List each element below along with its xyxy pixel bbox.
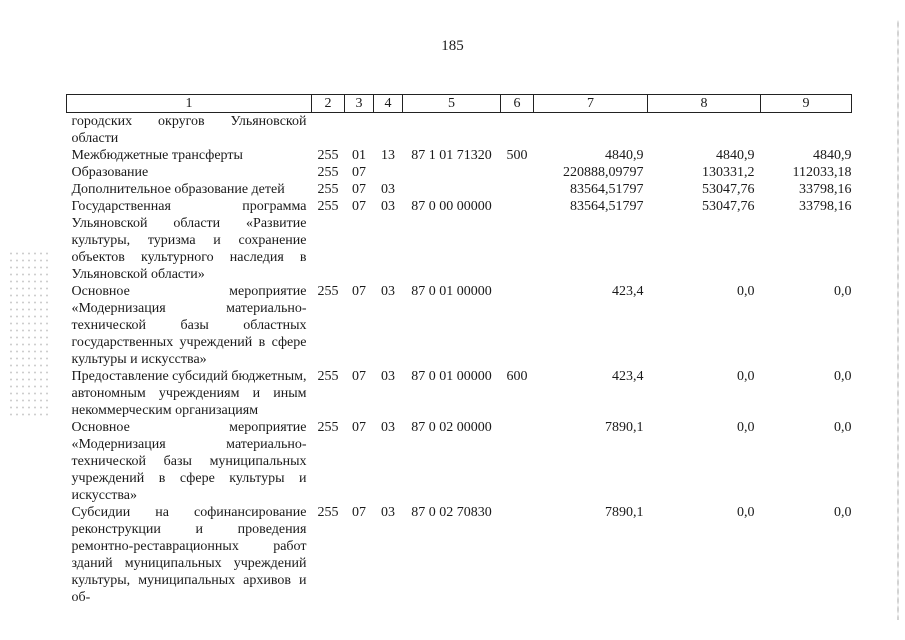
table-row bbox=[67, 181, 852, 198]
row-code-target bbox=[403, 164, 501, 181]
header-cell-6: 6 bbox=[501, 95, 534, 113]
row-code-subsection: 03 bbox=[381, 284, 395, 299]
scan-edge-bottom bbox=[0, 630, 905, 632]
row-code-admin: 255 bbox=[317, 165, 339, 180]
row-name: Субсидии на софинансирование реконструкции и проведения ремонтно-реставрационных работ зданий муниципальных учреждений культуры, муниципальных архивов и об- bbox=[71, 505, 307, 605]
row-code-admin: 255 bbox=[317, 148, 339, 163]
row-code-admin: 255 bbox=[317, 284, 339, 299]
row-amount-2: 0,0 bbox=[737, 284, 755, 299]
row-code-subsection: 03 bbox=[381, 182, 395, 197]
header-cell-3: 3 bbox=[345, 95, 374, 113]
row-code-expense-type bbox=[501, 504, 534, 606]
row-code-subsection bbox=[374, 164, 403, 181]
row-amount-2: 4840,9 bbox=[716, 148, 755, 163]
row-amount-2: 53047,76 bbox=[702, 182, 755, 197]
row-code-section: 01 bbox=[352, 148, 366, 163]
header-cell-5: 5 bbox=[403, 95, 501, 113]
row-code-expense-type bbox=[501, 113, 534, 148]
row-amount-1: 7890,1 bbox=[605, 505, 644, 520]
row-amount-3: 0,0 bbox=[834, 420, 852, 435]
row-code-section: 07 bbox=[352, 420, 366, 435]
row-code-section bbox=[345, 113, 374, 148]
row-name: Межбюджетные трансферты bbox=[71, 148, 243, 163]
row-code-subsection: 03 bbox=[381, 369, 395, 384]
row-code-admin: 255 bbox=[317, 182, 339, 197]
row-name: городских округов Ульяновской области bbox=[71, 114, 307, 146]
row-code-expense-type bbox=[501, 164, 534, 181]
row-code-subsection: 13 bbox=[381, 148, 395, 163]
row-code-admin: 255 bbox=[317, 199, 339, 214]
header-cell-9: 9 bbox=[761, 95, 852, 113]
row-code-expense-type: 600 bbox=[506, 369, 528, 384]
row-amount-1 bbox=[534, 113, 648, 148]
table-row bbox=[67, 368, 852, 419]
row-name: Основное мероприятие «Модернизация материально-технической базы областных государственных учреждений в сфере культуры и искусства» bbox=[71, 284, 307, 367]
row-amount-3: 4840,9 bbox=[813, 148, 852, 163]
row-code-admin: 255 bbox=[317, 369, 339, 384]
row-code-subsection: 03 bbox=[381, 199, 395, 214]
row-amount-1: 423,4 bbox=[612, 284, 644, 299]
row-amount-2: 0,0 bbox=[737, 369, 755, 384]
scan-edge-right bbox=[897, 20, 899, 620]
table-row bbox=[67, 113, 852, 148]
row-code-subsection: 03 bbox=[381, 420, 395, 435]
row-amount-2: 0,0 bbox=[737, 505, 755, 520]
row-code-target: 87 0 02 00000 bbox=[411, 420, 492, 435]
row-code-target: 87 0 02 70830 bbox=[411, 505, 492, 520]
row-code-target: 87 0 01 00000 bbox=[411, 284, 492, 299]
header-cell-2: 2 bbox=[312, 95, 345, 113]
row-amount-1: 220888,09797 bbox=[563, 165, 644, 180]
row-code-section: 07 bbox=[352, 165, 366, 180]
row-name: Основное мероприятие «Модернизация материально-технической базы муниципальных учреждений в сфере культуры и искусства» bbox=[71, 420, 307, 503]
header-cell-4: 4 bbox=[374, 95, 403, 113]
table-row bbox=[67, 504, 852, 606]
row-code-target: 87 0 01 00000 bbox=[411, 369, 492, 384]
header-cell-1: 1 bbox=[67, 95, 312, 113]
row-amount-1: 4840,9 bbox=[605, 148, 644, 163]
table-row bbox=[67, 419, 852, 504]
row-code-subsection bbox=[374, 113, 403, 148]
row-code-section: 07 bbox=[352, 369, 366, 384]
row-code-section: 07 bbox=[352, 505, 366, 520]
row-amount-3: 0,0 bbox=[834, 369, 852, 384]
row-code-target bbox=[403, 113, 501, 148]
row-code-admin: 255 bbox=[317, 420, 339, 435]
row-code-admin bbox=[312, 113, 345, 148]
budget-table-container bbox=[66, 94, 851, 606]
scan-noise bbox=[8, 250, 48, 420]
row-amount-3: 33798,16 bbox=[799, 199, 852, 214]
page-number: 185 bbox=[441, 38, 464, 54]
row-amount-3: 33798,16 bbox=[799, 182, 852, 197]
row-amount-1: 83564,51797 bbox=[570, 182, 644, 197]
header-cell-8: 8 bbox=[648, 95, 761, 113]
row-code-expense-type bbox=[501, 419, 534, 504]
table-row bbox=[67, 198, 852, 283]
row-name: Дополнительное образование детей bbox=[71, 182, 285, 197]
row-code-target: 87 0 00 00000 bbox=[411, 199, 492, 214]
row-code-expense-type bbox=[501, 283, 534, 368]
row-amount-1: 423,4 bbox=[612, 369, 644, 384]
row-amount-2: 53047,76 bbox=[702, 199, 755, 214]
row-amount-2: 130331,2 bbox=[702, 165, 755, 180]
row-code-expense-type: 500 bbox=[506, 148, 528, 163]
header-row bbox=[67, 95, 852, 113]
row-amount-1: 7890,1 bbox=[605, 420, 644, 435]
row-code-admin: 255 bbox=[317, 505, 339, 520]
row-amount-3: 0,0 bbox=[834, 505, 852, 520]
row-amount-2: 0,0 bbox=[737, 420, 755, 435]
table-row bbox=[67, 147, 852, 164]
table-body bbox=[67, 113, 852, 607]
row-code-target bbox=[403, 181, 501, 198]
row-name: Государственная программа Ульяновской области «Развитие культуры, туризма и сохранение объектов культурного наследия в Ульяновской области» bbox=[71, 199, 307, 282]
row-code-section: 07 bbox=[352, 199, 366, 214]
row-code-subsection: 03 bbox=[381, 505, 395, 520]
row-amount-3: 0,0 bbox=[834, 284, 852, 299]
header-cell-7: 7 bbox=[534, 95, 648, 113]
row-amount-2 bbox=[648, 113, 761, 148]
row-amount-3: 112033,18 bbox=[792, 165, 852, 180]
row-code-expense-type bbox=[501, 181, 534, 198]
row-code-expense-type bbox=[501, 198, 534, 283]
row-code-section: 07 bbox=[352, 182, 366, 197]
row-name: Образование bbox=[71, 165, 149, 180]
row-code-target: 87 1 01 71320 bbox=[411, 148, 492, 163]
row-amount-1: 83564,51797 bbox=[570, 199, 644, 214]
row-amount-3 bbox=[761, 113, 852, 148]
row-code-section: 07 bbox=[352, 284, 366, 299]
budget-table bbox=[66, 94, 852, 606]
table-row bbox=[67, 164, 852, 181]
row-name: Предоставление субсидий бюджетным, автономным учреждениям и иным некоммерческим организациям bbox=[71, 369, 307, 418]
table-row bbox=[67, 283, 852, 368]
